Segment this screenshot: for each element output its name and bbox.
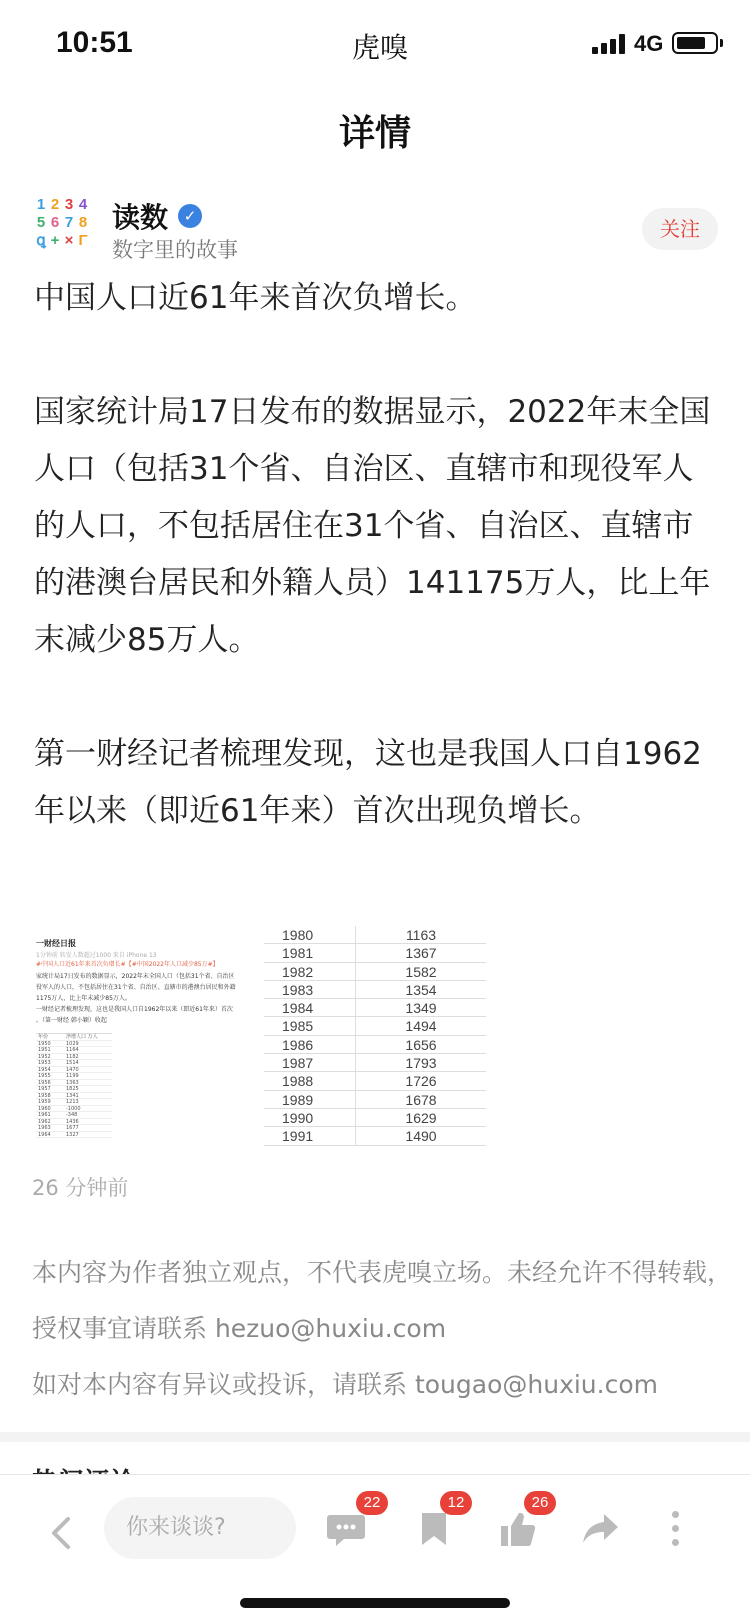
- table-cell: -348: [66, 1112, 78, 1118]
- more-options-icon[interactable]: [672, 1511, 680, 1547]
- avatar-glyph: Γ: [78, 232, 88, 249]
- bookmark-count-badge: 12: [440, 1491, 472, 1515]
- avatar-glyph: 2: [50, 196, 60, 213]
- image-post-line: 1175万人，比上年末减少85万人。: [36, 995, 131, 1002]
- image-post-meta: 1分钟前 转发人数超过1000 来自 iPhone 13: [36, 952, 157, 959]
- year-cell: 1982: [264, 963, 356, 980]
- disclaimer-line: 如对本内容有异议或投诉，请联系 tougao@huxiu.com: [32, 1370, 658, 1399]
- table-row: [264, 926, 486, 944]
- image-post-line: 役军人的人口，不包括居住在31个省、自治区、直辖市的港澳台居民和外籍: [36, 984, 236, 991]
- table-cell: 1963: [38, 1125, 51, 1131]
- table-cell: 1029: [66, 1040, 79, 1047]
- app-logo: 虎嗅: [352, 31, 409, 64]
- table-cell: 1955: [38, 1073, 51, 1079]
- table-row: [264, 1017, 486, 1035]
- year-cell: 1989: [264, 1091, 356, 1108]
- article-image-weibo-screenshot[interactable]: [33, 926, 255, 1146]
- avatar-glyph: 6: [50, 214, 60, 231]
- table-row: [264, 1091, 486, 1109]
- population-change-cell: 1629: [405, 1109, 437, 1126]
- table-cell: 1514: [66, 1060, 79, 1066]
- share-icon[interactable]: [580, 1509, 620, 1549]
- follow-button[interactable]: 关注: [642, 208, 718, 250]
- table-row: [264, 1072, 486, 1090]
- table-row: [264, 999, 486, 1017]
- comments-section-title: [32, 1462, 136, 1474]
- like-icon[interactable]: [498, 1509, 538, 1549]
- home-indicator[interactable]: [240, 1598, 510, 1608]
- status-time: 10:51: [56, 26, 133, 59]
- table-cell: 1964: [38, 1131, 51, 1138]
- table-row: [36, 1132, 112, 1139]
- table-cell: 1950: [38, 1040, 51, 1047]
- table-cell: 1341: [66, 1092, 79, 1099]
- image-post-title: 一财经日报: [36, 939, 76, 948]
- publish-timestamp: 26 分钟前: [32, 1176, 129, 1200]
- table-row: [264, 944, 486, 962]
- year-cell: 1986: [264, 1036, 356, 1053]
- table-cell: 1961: [38, 1112, 51, 1118]
- like-count-badge: 26: [524, 1491, 556, 1515]
- population-change-cell: 1367: [405, 945, 437, 962]
- disclaimer: [32, 1245, 732, 1413]
- table-cell: 1199: [66, 1073, 79, 1079]
- year-cell: 1988: [264, 1072, 356, 1089]
- year-cell: 1984: [264, 999, 356, 1016]
- table-cell: 1470: [66, 1066, 79, 1073]
- image-post-tag: #中国人口近61年来首次负增长#【#中国2022年人口减少85万#】: [36, 961, 219, 968]
- battery-icon: [672, 32, 718, 54]
- table-row: [264, 981, 486, 999]
- avatar[interactable]: [34, 196, 90, 252]
- back-icon[interactable]: [46, 1515, 74, 1551]
- article-body: [34, 270, 724, 840]
- table-cell: 1213: [66, 1099, 79, 1105]
- article-image-population-table[interactable]: [264, 926, 486, 1146]
- table-cell: 1956: [38, 1079, 51, 1086]
- author-name[interactable]: 读数: [112, 201, 169, 234]
- population-change-cell: 1726: [405, 1073, 437, 1090]
- table-header-cell: 净增人口 万人: [66, 1034, 98, 1040]
- table-row: [264, 1054, 486, 1072]
- table-cell: 1951: [38, 1047, 51, 1053]
- verified-icon: ✓: [178, 204, 202, 228]
- population-change-cell: 1582: [405, 963, 437, 980]
- table-cell: -1000: [66, 1105, 81, 1112]
- population-change-cell: 1349: [405, 1000, 437, 1017]
- avatar-glyph: +: [50, 232, 60, 249]
- table-cell: 1958: [38, 1092, 51, 1099]
- table-cell: 1962: [38, 1118, 51, 1125]
- table-cell: 1363: [66, 1079, 79, 1086]
- table-row: [264, 1109, 486, 1127]
- comment-icon[interactable]: [326, 1509, 366, 1549]
- population-change-cell: 1354: [405, 981, 437, 998]
- population-change-cell: 1678: [405, 1091, 437, 1108]
- avatar-glyph: 5: [36, 214, 46, 231]
- table-cell: 1952: [38, 1053, 51, 1060]
- image-post-line: 一财经记者梳理发现，这也是我国人口自1962年以来（即近61年来）首次: [36, 1006, 233, 1013]
- year-cell: 1980: [264, 926, 356, 943]
- status-bar: [0, 0, 750, 90]
- table-cell: 1436: [66, 1118, 79, 1125]
- battery-tip: [720, 39, 723, 47]
- signal-icon: [592, 34, 626, 54]
- population-change-cell: 1793: [405, 1055, 437, 1072]
- population-table: [264, 926, 486, 1146]
- avatar-glyph: 8: [78, 214, 88, 231]
- table-cell: 1959: [38, 1099, 51, 1105]
- year-cell: 1990: [264, 1109, 356, 1126]
- section-divider: [0, 1432, 750, 1442]
- avatar-glyph: ꝗ: [36, 232, 46, 249]
- comment-input[interactable]: 你来谈谈?: [104, 1497, 296, 1559]
- year-cell: 1985: [264, 1017, 356, 1034]
- avatar-glyph: 1: [36, 196, 46, 213]
- avatar-glyph: ×: [64, 232, 74, 249]
- population-change-cell: 1494: [405, 1018, 437, 1035]
- bookmark-icon[interactable]: [414, 1509, 454, 1549]
- year-cell: 1983: [264, 981, 356, 998]
- article-paragraph: 第一财经记者梳理发现，这也是我国人口自1962年以来（即近61年来）首次出现负增长。: [34, 736, 702, 829]
- table-row: [264, 1036, 486, 1054]
- table-cell: 1954: [38, 1066, 51, 1073]
- table-cell: 1957: [38, 1086, 51, 1092]
- avatar-glyph: 3: [64, 196, 74, 213]
- population-change-cell: 1163: [405, 927, 437, 943]
- avatar-glyph: 7: [64, 214, 74, 231]
- network-type: 4G: [634, 31, 664, 56]
- comment-count-badge: 22: [356, 1491, 388, 1515]
- image-post-line: 。（第一财经 韩小颖）收起: [36, 1017, 107, 1024]
- year-cell: 1987: [264, 1054, 356, 1071]
- table-cell: 1677: [66, 1125, 79, 1131]
- table-header-cell: 年份: [38, 1034, 49, 1040]
- table-cell: 1825: [66, 1086, 79, 1092]
- table-row: [264, 963, 486, 981]
- table-cell: 1164: [66, 1047, 79, 1053]
- article-paragraph: 国家统计局17日发布的数据显示，2022年末全国人口（包括31个省、自治区、直辖市和现役军人的人口，不包括居住在31个省、自治区、直辖市的港澳台居民和外籍人员）141175万人，比上年末减少85万人。: [34, 394, 711, 658]
- table-cell: 1327: [66, 1131, 79, 1138]
- population-change-cell: 1490: [405, 1128, 437, 1145]
- table-row: [264, 1127, 486, 1145]
- table-cell: 1953: [38, 1060, 51, 1066]
- page-title: 详情: [338, 113, 411, 154]
- image-post-line: 家统计局17日发布的数据显示，2022年末全国人口（包括31个省、自治区: [36, 973, 235, 980]
- table-cell: 1182: [66, 1053, 79, 1060]
- article-paragraph: 中国人口近61年来首次负增长。: [34, 280, 477, 316]
- disclaimer-line: 本内容为作者独立观点，不代表虎嗅立场。未经允许不得转载，授权事宜请联系 hezuo@huxiu.com: [32, 1258, 733, 1343]
- avatar-glyph: 4: [78, 196, 88, 213]
- image-population-table: [36, 1033, 112, 1138]
- author-description: 数字里的故事: [112, 238, 238, 262]
- table-cell: 1960: [38, 1105, 51, 1112]
- year-cell: 1991: [264, 1127, 356, 1144]
- population-change-cell: 1656: [405, 1036, 437, 1053]
- year-cell: 1981: [264, 944, 356, 961]
